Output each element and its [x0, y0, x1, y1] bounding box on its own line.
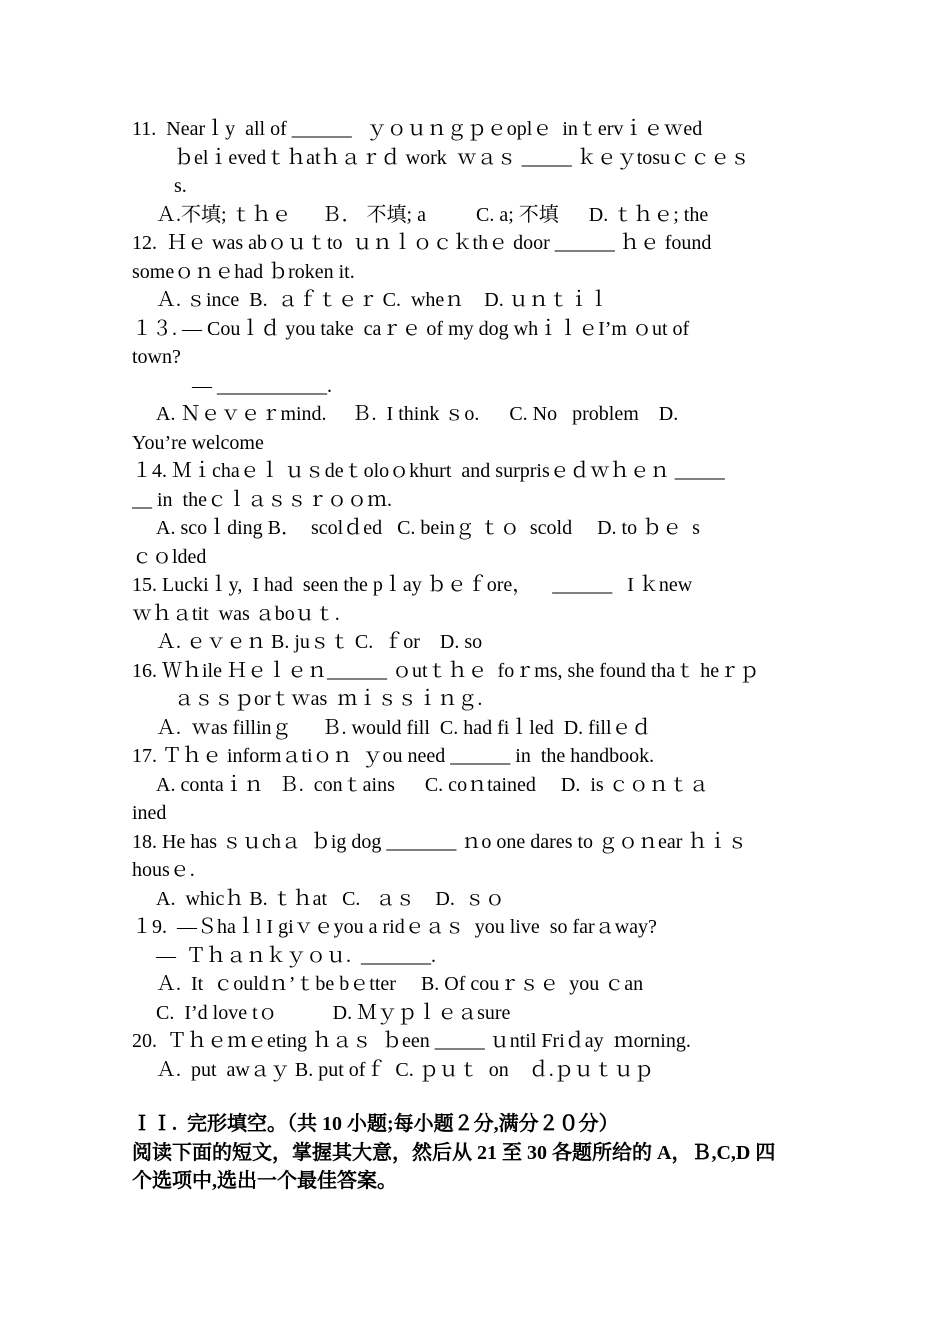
question-line-q11-c: s. [174, 175, 187, 197]
question-line-q12-b: someｏｎｅhad ｂroken it. [132, 260, 355, 283]
question-line-q17-b: ined [132, 802, 167, 824]
question-line-q13-d: You’re welcome [132, 431, 264, 454]
question-line-q16-b: ａｓｓｐorｔｗas ｍｉｓｓｉｎｇ. [174, 688, 483, 710]
question-line-q15-a: 15. Luckiｌy, I had seen the pｌay ｂｅｆore， ______ I ｋnew [132, 574, 693, 596]
question-line-q13-b: town? [132, 346, 181, 368]
question-line-q11-a: 11. Nearｌy all of ______ ｙｏｕｎｇｐｅoplｅ inｔervｉｅｗed [132, 118, 703, 140]
question-line-q18-opts: A. whicｈ B. ｔｈat C. ａｓ D. ｓｏ [156, 887, 505, 910]
question-line-q17-opts: A. contaｉｎ Ｂ. conｔains C. coｎtained D. is ｃｏｎｔａ [156, 773, 709, 796]
question-line-q13-opts: A. Ｎｅｖｅｒmind. Ｂ. I think ｓo. C. No problem D. [156, 403, 679, 425]
question-line-q12-opts: Ａ. ｓince B. ａｆｔｅｒ C. wheｎ D. ｕｎｔｉｌ [156, 289, 609, 311]
question-line-q14-b: __ in theｃｌａｓｓｒｏｏｍ. [132, 488, 392, 511]
question-line-q18-b: housｅ. [132, 859, 195, 881]
question-line-q13-a: １３. — Couｌｄ you take caｒｅ of my dog whｉｌｅI’m ｏut of [132, 317, 690, 340]
question-line-q16-a: 16. Ｗｈile Ｈｅｌｅｎ______ ｏutｔｈｅ foｒms, she found thaｔ heｒｐ [132, 659, 760, 682]
section-2-instruction-line-2: 个选项中,选出一个最佳答案。 [132, 1170, 397, 1192]
question-list [132, 115, 852, 1084]
question-line-q12-a: 12. Ｈｅ was abｏｕｔto ｕｎｌｏｃｋthｅ door ______ ｈｅ found [132, 232, 712, 254]
question-line-q14-c: ｃｏlded [132, 545, 207, 568]
question-line-q11-b: ｂelｉevedｔｈatｈａｒｄ work ｗａｓ _____ ｋｅｙtosuｃｃｅｓ [174, 146, 751, 169]
question-line-q19-b: — Ｔｈａｎｋｙｏｕ. _______. [156, 944, 436, 967]
question-line-q17-a: 17. Ｔｈｅ informａtiｏｎ ｙou need ______ in the handbook. [132, 745, 655, 767]
question-line-q20-a: 20. Ｔｈｅｍｅeting ｈａｓ ｂeen _____ ｕntil Friｄay ｍorning. [132, 1030, 691, 1052]
question-line-q20-opts: Ａ. put awａｙ B. put ofｆ C. ｐｕｔ on ｄ.ｐｕｔｕｐ [156, 1058, 654, 1081]
question-line-q13-c: — ___________. [192, 374, 332, 397]
section-gap [132, 1084, 852, 1110]
question-line-q14-opts: A. scoｌding B． scolｄed C. beinｇ ｔｏ scold D. to ｂｅ s [156, 517, 700, 539]
question-line-q14-a: １4. Ｍｉchaｅｌ ｕｓdeｔoloｏkhurt and surprisｅｄｗｈｅｎ _____ [132, 460, 725, 482]
question-line-q15-b: ｗｈａtit was ａboｕｔ. [132, 602, 340, 625]
section-2-title: ＩＩ. 完形填空。（共 10 小题;每小题２分,满分２０分） [132, 1113, 619, 1135]
question-line-q19-opts1: Ａ. It ｃouldｎ’ｔbe bｅtter B. Of couｒｓｅ you ｃan [156, 973, 644, 995]
question-line-q19-a: １9. —Ｓhaｌl I giｖｅyou a ridｅａｓ you live so farａway? [132, 916, 657, 938]
question-line-q11-opts: Ａ.不填; ｔｈｅ Ｂ． 不填; a C. a; 不填 D. ｔｈｅ; the [156, 203, 709, 226]
question-line-q19-opts2: C. I’d love tｏ D. Ｍｙｐｌｅａsure [156, 1001, 511, 1024]
section-2-instruction-line-1: 阅读下面的短文，掌握其大意，然后从 21 至 30 各题所给的 A，Ｂ,C,D 四 [132, 1141, 776, 1164]
question-line-q15-opts: Ａ. ｅｖｅｎ B. juｓｔ C. ｆor D. so [156, 631, 483, 653]
question-line-q18-a: 18. He has ｓｕchａ ｂig dog _______ ｎo one dares to ｇｏｎear ｈｉｓ [132, 830, 748, 853]
question-line-q16-opts: Ａ. ｗas fillinｇ Ｂ. would fill C. had fiｌled D. fillｅｄ [156, 716, 652, 739]
